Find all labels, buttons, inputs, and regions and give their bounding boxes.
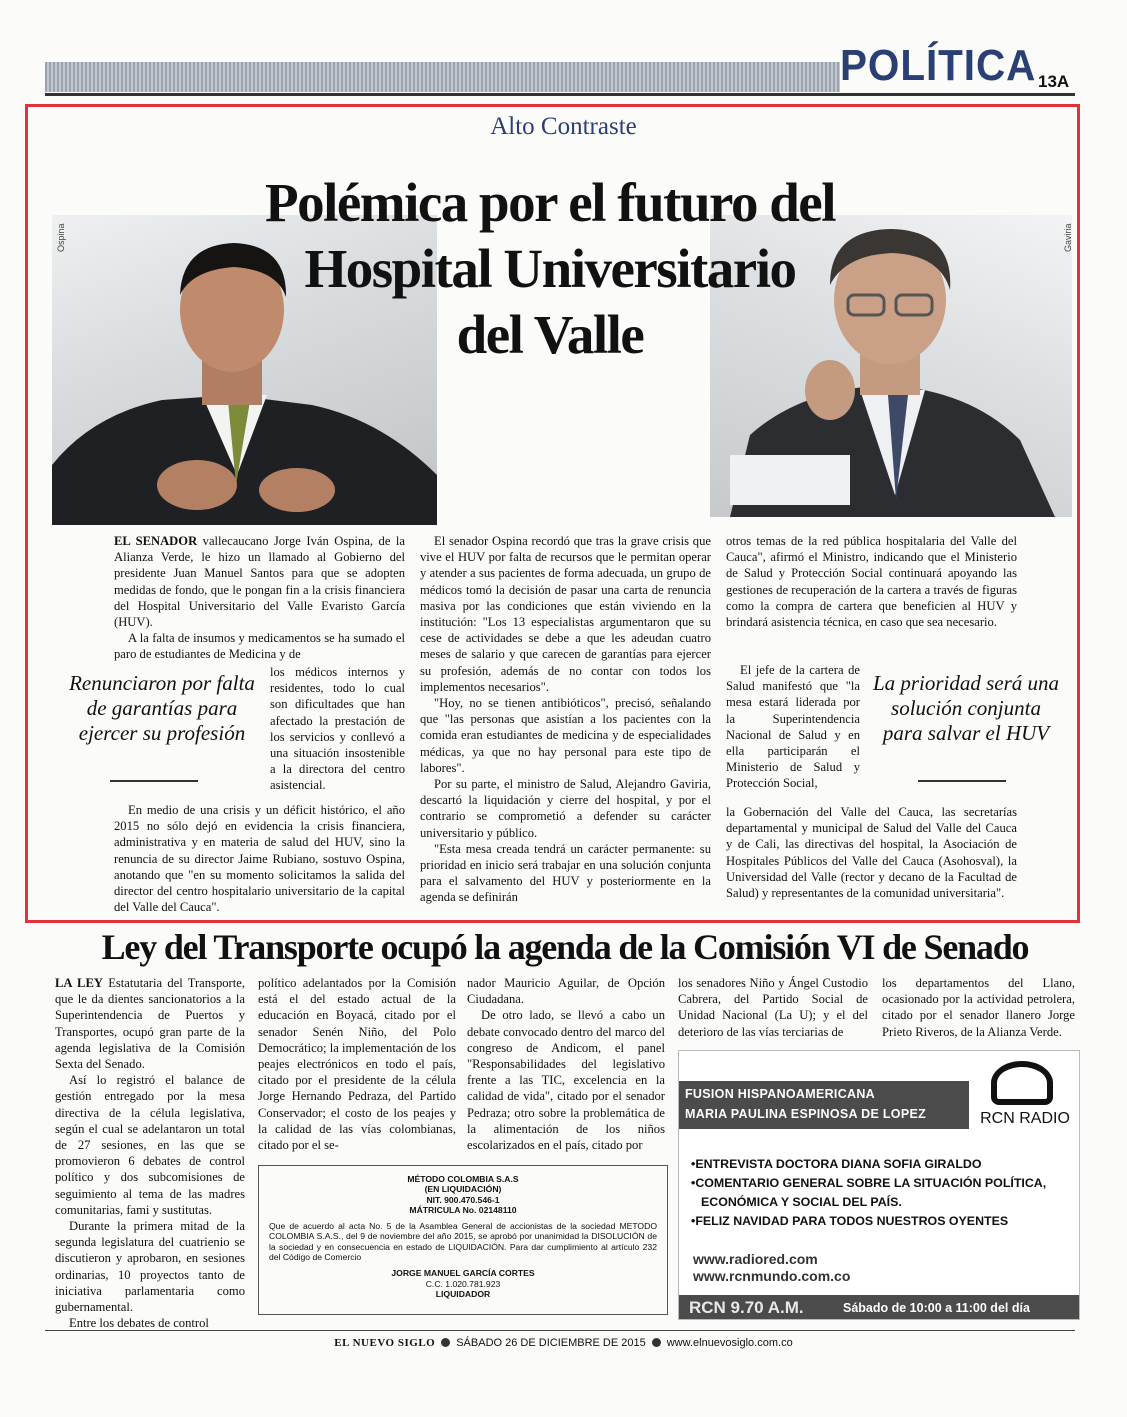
paragraph: "Hoy, no se tienen antibióticos", precisó, señalando que "las personas que asistían a los pacientes con la comida eran estudiantes de medicina y de especialidades médicas, ya que no hay personal para este tipo de labores". — [420, 696, 711, 775]
paragraph: "Esta mesa creada tendrá un carácter permanente: su prioridad en inicio será trabajar en una solución conjunta para el salvamento del HUV y posteriormente en la agenda se definirán — [420, 841, 711, 905]
paragraph: Por su parte, el ministro de Salud, Alejandro Gaviria, descartó la liquidación y cierre del hospital, y por el contrario se comprometió a defender su carácter universitario y público. — [420, 777, 711, 840]
feature-column-1 — [114, 533, 405, 663]
ad-schedule: Sábado de 10:00 a 11:00 del día — [843, 1301, 1030, 1315]
paragraph: El senador Ospina recordó que tras la grave crisis que vive el HUV por falta de recursos que le permitan operar y atender a sus pacientes de forma adecuada, un grupo de médicos tomó la decisión de pasar una carta de renuncia masiva por las condiciones que están viviendo en la institución: "Los 13 especialistas argumentaron que su cese de actividades se debe a que les adeudan cuatro meses de salario y que carecen de garantías para ejercer su profesión, además de no contar con todos los implementos necesarios". — [420, 534, 711, 694]
photo-credit-left: Ospina — [56, 223, 66, 252]
headline-line-3: del Valle — [456, 304, 644, 365]
paragraph: Así lo registró el balance de gestión entregado por la mesa directiva de la célula legislativa, según el cual se adelantaron un total de 27 sesiones, en las que se promovieron 6 debates de control político y dos subcomisiones de seguimiento al tema de las madres comunitarias, fami y sustitutas. — [55, 1073, 245, 1217]
rcn-logo — [977, 1061, 1073, 1131]
section-title: POLÍTICA — [840, 41, 1037, 90]
publication-name: EL NUEVO SIGLO — [334, 1337, 436, 1349]
header-rule — [45, 93, 1075, 96]
pull-quote-right: La prioridad será una solución conjunta para salvar el HUV — [872, 671, 1060, 745]
feature-headline — [180, 170, 920, 368]
website-link[interactable]: www.elnuevosiglo.com.co — [666, 1337, 793, 1349]
paragraph: El jefe de la cartera de Salud manifestó que "la mesa estará liderada por la Superintendencia Nacional de Salud y en ella participarán el Ministerio de Salud y Protección Social, — [726, 663, 860, 791]
ad-urls — [693, 1251, 850, 1285]
article2-column-5 — [882, 975, 1075, 1040]
article2-column-2 — [258, 975, 456, 1153]
quote-rule — [110, 780, 198, 782]
paragraph: En medio de una crisis y un déficit histórico, el año 2015 no sólo dejó en evidencia la crisis financiera, administrativa y en materia de salud del HUV, sino la renuncia de su director Jaime Rubiano, sostuvo Ospina, anotando que "en su momento solicitamos la salida del director del centro hospitalario universitario de la capital del Valle del Cauca". — [114, 803, 405, 915]
feature-column-1-narrow — [270, 664, 405, 794]
rcn-logo-icon — [991, 1061, 1053, 1105]
feature-column-1-bottom — [114, 802, 405, 915]
bullet-dot-icon — [652, 1338, 661, 1347]
ad-program-banner — [679, 1081, 969, 1129]
paragraph: los senadores Niño y Ángel Custodio Cabrera, del Partido Social de Unidad Nacional (La U); y el del deterioro de las vías terciarias de — [678, 976, 868, 1039]
rcn-logo-text: RCN RADIO — [980, 1110, 1070, 1127]
paragraph: otros temas de la red pública hospitalaria del Valle del Cauca", afirmó el Ministro, indicando que el Ministerio de Salud y Protección Social continuará apoyando las gestiones de recuperación de la cartera a través de figuras como la compra de cartera que beneficien al HUV y brindará asistencia técnica, en caso que sea necesario. — [726, 534, 1017, 630]
footer-rule — [45, 1330, 1075, 1331]
feature-column-2 — [420, 533, 711, 906]
publication-date: SÁBADO 26 DE DICIEMBRE DE 2015 — [456, 1337, 646, 1349]
ad-frequency: RCN 9.70 A.M. — [689, 1298, 804, 1317]
kicker: Alto Contraste — [490, 113, 637, 140]
bullet-dot-icon — [441, 1338, 450, 1347]
ad-bullet-2-cont: ECONÓMICA Y SOCIAL DEL PAÍS. — [701, 1195, 902, 1209]
ad-bullet-3: •FELIZ NAVIDAD PARA TODOS NUESTROS OYENTES — [691, 1214, 1009, 1228]
ad-bullet-2: •COMENTARIO GENERAL SOBRE LA SITUACIÓN POLÍTICA, — [691, 1176, 1047, 1190]
page-number: 13A — [1038, 72, 1070, 91]
feature-column-3-bottom — [726, 804, 1017, 901]
paragraph: De otro lado, se llevó a cabo un debate convocado dentro del marco del congreso de Andicom, el panel "Responsabilidades del legislativo frente a las TIC, excelencia en la calidad de vida", citado por el senador Pedraza; otro sobre la problemática de la alimentación de los niños escolarizados en el país, citado por — [467, 1008, 665, 1153]
ad-bullet-1: •ENTREVISTA DOCTORA DIANA SOFIA GIRALDO — [691, 1157, 982, 1171]
notice-cc: C.C. 1.020.781.923 — [425, 1278, 501, 1289]
article2-headline: Ley del Transporte ocupó la agenda de la Comisión VI de Senado — [101, 927, 1029, 967]
notice-matricula: MÁTRICULA No. 02148110 — [409, 1204, 517, 1215]
headline-line-2: Hospital Universitario — [304, 238, 796, 299]
notice-status: (EN LIQUIDACIÓN) — [424, 1184, 502, 1195]
feature-column-3 — [726, 533, 1017, 630]
paragraph: los médicos internos y residentes, todo lo cual son dificultades que han afectado la prestación de los servicios y conllevó a una situación insostenible a la directora del centro asistencial. — [270, 665, 405, 793]
paragraph: Entre los debates de control — [69, 1316, 209, 1331]
headline-line-1: Polémica por el futuro del — [264, 172, 835, 233]
notice-company: MÉTODO COLOMBIA S.A.S — [407, 1174, 519, 1184]
ad-program-line-2: MARIA PAULINA ESPINOSA DE LOPEZ — [685, 1107, 927, 1121]
paragraph: Durante la primera mitad de la segunda legislatura del cuatrienio se discutieron y aprobaron, en sesiones ordinarias, 10 proyectos tanto de iniciativa parlamentaria como gubernamental. — [55, 1219, 245, 1315]
notice-body: Que de acuerdo al acta No. 5 de la Asamblea General de accionistas de la sociedad METODO COLOMBIA S.A.S., del 9 de noviembre del año 2015, se aprobó por unanimidad la DISOLUCIÓN de la sociedad y en consecuencia en estado de LIQUIDACIÓN. Para dar cumplimiento al artículo 232 del Código de Comercio — [269, 1221, 657, 1263]
paragraph: político adelantados por la Comisión está el del estado actual de la educación en Boyacá, citado por el senador Senén Niño, del Polo Democrático; la implementación de los peajes electrónicos en todo el país, citado por el presidente de la célula Jorge Hernando Pedraza, del Partido Conservador; el costo de los peajes y la calidad de las vías colombianas, citado por el se- — [258, 976, 456, 1153]
rcn-radio-ad — [678, 1050, 1080, 1320]
photo-credit-right: Gaviria — [1063, 223, 1073, 252]
feature-column-3-narrow — [726, 662, 860, 792]
ad-url-2[interactable]: www.rcnmundo.com.co — [693, 1268, 851, 1284]
quote-rule — [918, 780, 1006, 782]
paragraph: A la falta de insumos y medicamentos se ha sumado el paro de estudiantes de Medicina y de — [114, 631, 405, 662]
lead-word: LA LEY — [55, 976, 103, 990]
notice-role: LIQUIDADOR — [435, 1288, 491, 1299]
ad-url-1[interactable]: www.radiored.com — [693, 1251, 818, 1267]
footer — [0, 1336, 1127, 1350]
article2-column-1 — [55, 975, 245, 1331]
pull-quote-left: Renunciaron por falta de garantías para ejercer su profesión — [69, 671, 255, 745]
notice-nit: NIT. 900.470.546-1 — [426, 1194, 500, 1205]
legal-notice — [258, 1165, 668, 1315]
ad-program-line-1: FUSION HISPANOAMERICANA — [685, 1087, 876, 1101]
paragraph: Estatutaria del Transporte, que le da dientes sancionatorios a la Superintendencia de Puertos y Transportes, ocupó gran parte de la agenda legislativa de la Comisión Sexta del Senado. — [55, 976, 245, 1072]
paragraph: nador Mauricio Aguilar, de Opción Ciudadana. — [467, 976, 665, 1007]
paragraph: vallecaucano Jorge Iván Ospina, de la Alianza Verde, le hizo un llamado al Gobierno del presidente Juan Manuel Santos para que se adopten medidas de fondo, que le pongan fin a la crisis financiera del Hospital Universitario del Valle Evaristo García (HUV). — [114, 534, 405, 630]
paragraph: los departamentos del Llano, ocasionado por la actividad petrolera, citado por el senador llanero Jorge Prieto Riveros, de la Alianza Verde. — [882, 976, 1075, 1039]
lead-word: EL SENADOR — [114, 534, 198, 548]
article2-column-3 — [467, 975, 665, 1153]
notice-signer: JORGE MANUEL GARCÍA CORTES — [391, 1268, 535, 1279]
paragraph: la Gobernación del Valle del Cauca, las secretarías departamental y municipal de Salud del Valle del Cauca y de Cali, las directivas del hospital, la Asociación de Hospitales Públicos del Valle del Cauca (Asohosval), la Universidad del Valle (rector y decano de la Facultad de Salud) y representantes de la comunidad universitaria". — [726, 805, 1017, 901]
article2-column-4 — [678, 975, 868, 1040]
header-band — [45, 62, 840, 92]
